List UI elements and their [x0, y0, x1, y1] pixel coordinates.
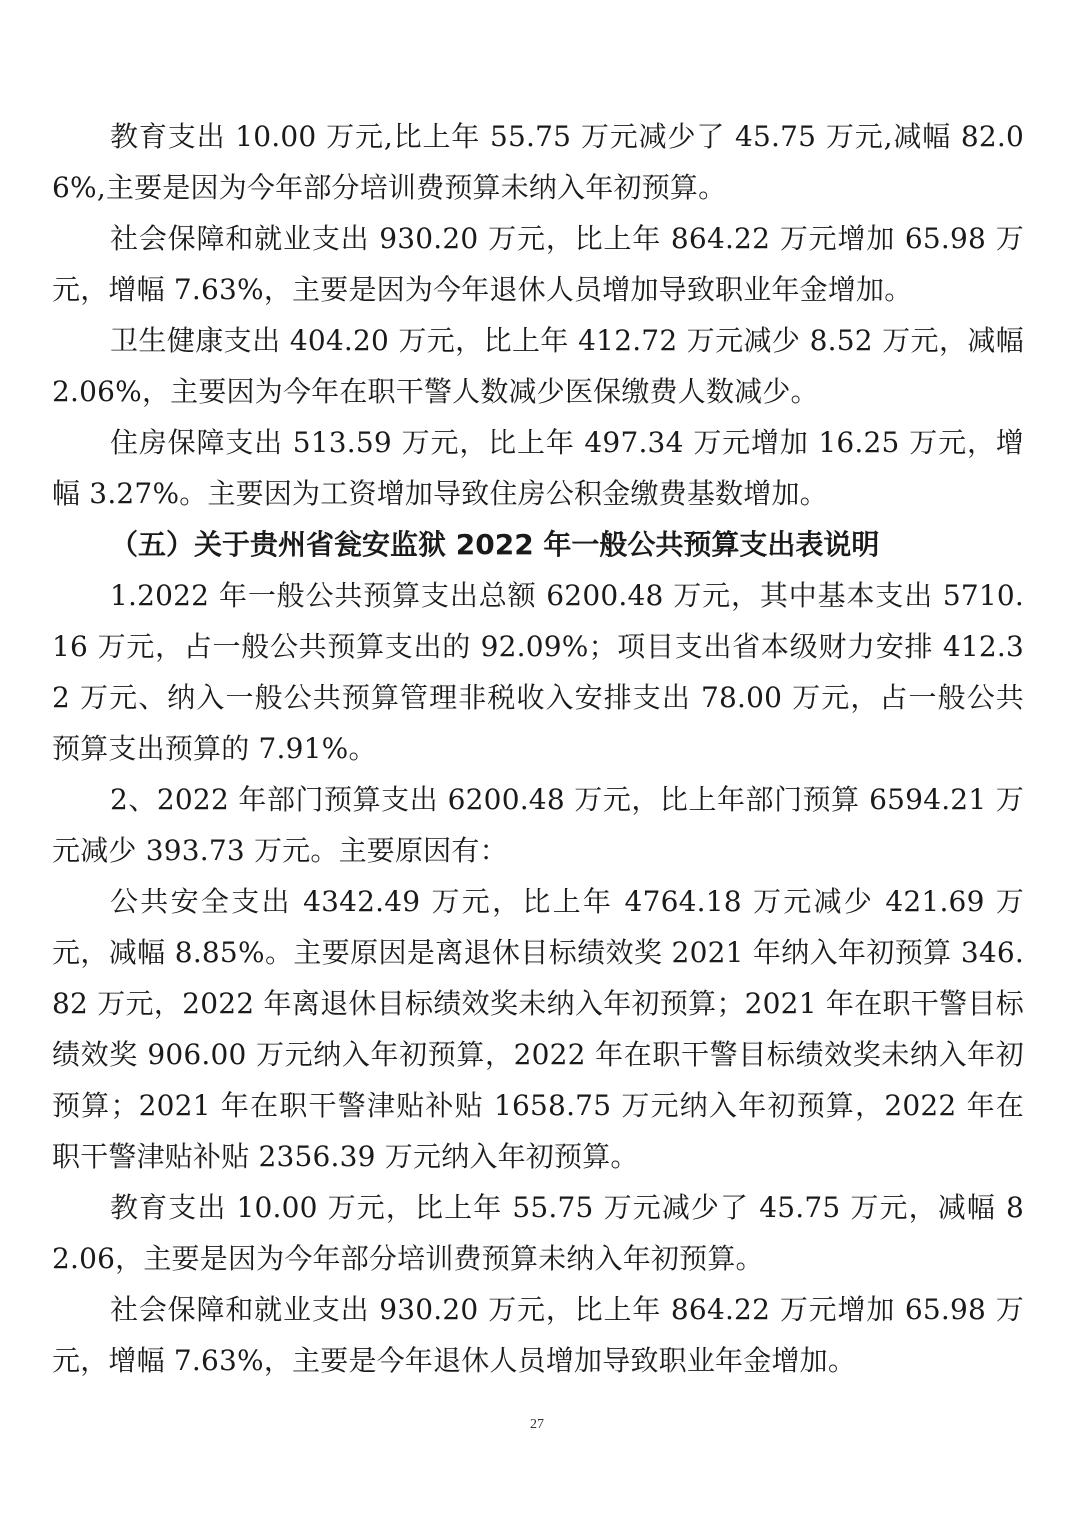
paragraph-public-safety-expense: 公共安全支出 4342.49 万元，比上年 4764.18 万元减少 421.69 万元，减幅 8.85%。主要原因是离退休目标绩效奖 2021 年纳入年初预算 346.82 万元，2022 年离退休目标绩效奖未纳入年初预算；2021 年在职干警目标绩效奖 906.00 万元纳入年初预算，2022 年在职干警目标绩效奖未纳入年初预算；2021 年在职干警津贴补贴 1658.75 万元纳入年初预算，2022 年在职干警津贴补贴 2356.39 万元纳入年初预算。	[52, 885, 1024, 1173]
document-body	[52, 111, 1024, 1386]
section-heading: （五）关于贵州省瓮安监狱 2022 年一般公共预算支出表说明	[110, 528, 880, 561]
paragraph-health-expense: 卫生健康支出 404.20 万元，比上年 412.72 万元减少 8.52 万元，减幅 2.06%，主要因为今年在职干警人数减少医保缴费人数减少。	[52, 324, 1024, 408]
paragraph-housing-expense: 住房保障支出 513.59 万元，比上年 497.34 万元增加 16.25 万元，增幅 3.27%。主要因为工资增加导致住房公积金缴费基数增加。	[52, 426, 1024, 510]
page-number: 27	[530, 1417, 544, 1432]
paragraph-department-budget: 2、2022 年部门预算支出 6200.48 万元，比上年部门预算 6594.21 万元减少 393.73 万元。主要原因有：	[52, 783, 1024, 867]
paragraph-social-security-expense-2: 社会保障和就业支出 930.20 万元，比上年 864.22 万元增加 65.98 万元，增幅 7.63%，主要是今年退休人员增加导致职业年金增加。	[52, 1293, 1024, 1377]
paragraph-general-budget-total: 1.2022 年一般公共预算支出总额 6200.48 万元，其中基本支出 5710.16 万元，占一般公共预算支出的 92.09%；项目支出省本级财力安排 412.32 万元、纳入一般公共预算管理非税收入安排支出 78.00 万元，占一般公共预算支出预算的 7.91%。	[52, 579, 1024, 765]
paragraph-education-expense-1: 教育支出 10.00 万元,比上年 55.75 万元减少了 45.75 万元,减幅 82.06%,主要是因为今年部分培训费预算未纳入年初预算。	[52, 120, 1024, 204]
paragraph-social-security-expense-1: 社会保障和就业支出 930.20 万元，比上年 864.22 万元增加 65.98 万元，增幅 7.63%，主要是因为今年退休人员增加导致职业年金增加。	[52, 222, 1024, 306]
paragraph-education-expense-2: 教育支出 10.00 万元，比上年 55.75 万元减少了 45.75 万元，减幅 82.06，主要是因为今年部分培训费预算未纳入年初预算。	[52, 1191, 1024, 1275]
